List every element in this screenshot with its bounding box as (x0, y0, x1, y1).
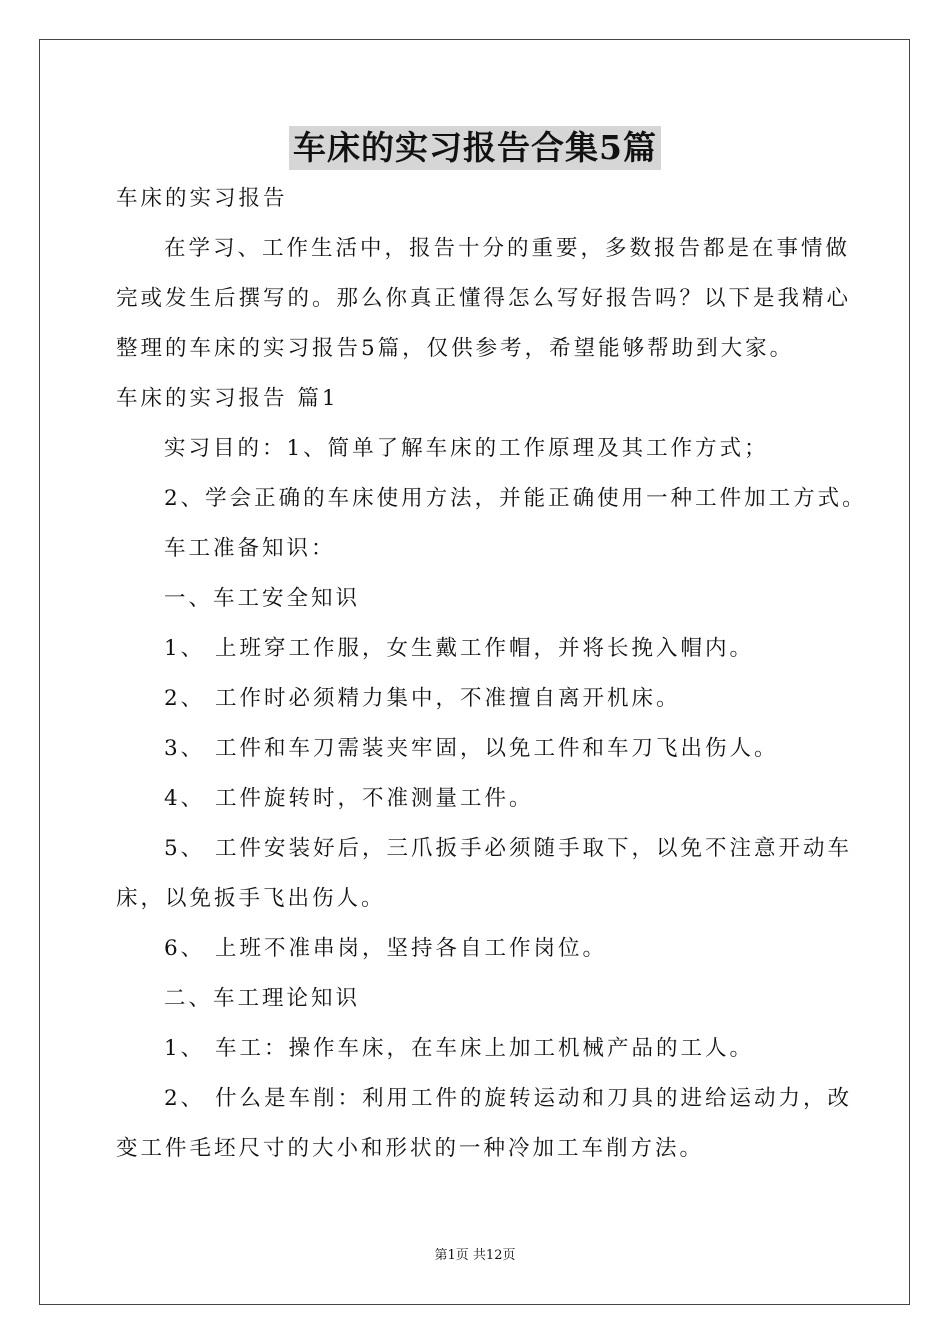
list-heading: 一、车工安全知识 (164, 586, 361, 611)
list-item: 2、 什么是车削：利用工件的旋转运动和刀具的进给运动力，改 (164, 1086, 853, 1111)
list-item-continuation: 床，以免扳手飞出伤人。 (116, 886, 386, 911)
list-item: 3、 工件和车刀需装夹牢固，以免工件和车刀飞出伤人。 (164, 736, 779, 761)
page-footer: 第1页 共12页 (434, 1248, 516, 1263)
paragraph-line: 在学习、工作生活中，报告十分的重要，多数报告都是在事情做 (164, 236, 851, 261)
list-item-continuation: 变工件毛坯尺寸的大小和形状的一种冷加工车削方法。 (116, 1136, 705, 1161)
paragraph-line: 完或发生后撰写的。那么你真正懂得怎么写好报告吗？以下是我精心 (116, 286, 852, 311)
list-item: 5、 工件安装好后，三爪扳手必须随手取下，以免不注意开动车 (164, 836, 853, 861)
list-item: 6、 上班不准串岗，坚持各自工作岗位。 (164, 936, 608, 961)
section-heading: 车床的实习报告 篇1 (116, 386, 339, 411)
paragraph-line: 整理的车床的实习报告5篇，仅供参考，希望能够帮助到大家。 (116, 336, 795, 361)
page-border (39, 39, 910, 1305)
list-heading: 二、车工理论知识 (164, 986, 361, 1011)
list-item: 4、 工件旋转时，不准测量工件。 (164, 786, 534, 811)
list-item: 2、 工作时必须精力集中，不准擅自离开机床。 (164, 686, 681, 711)
list-item: 1、 上班穿工作服，女生戴工作帽，并将长挽入帽内。 (164, 636, 755, 661)
document-title-wrapper (0, 126, 950, 176)
document-title: 车床的实习报告合集5篇 (289, 126, 661, 170)
subtitle-line: 车床的实习报告 (116, 186, 288, 211)
paragraph-line: 车工准备知识： (164, 536, 336, 561)
list-item: 1、 车工：操作车床，在车床上加工机械产品的工人。 (164, 1036, 755, 1061)
paragraph-line: 2、学会正确的车床使用方法，并能正确使用一种工件加工方式。 (164, 486, 867, 511)
paragraph-line: 实习目的：1、简单了解车床的工作原理及其工作方式； (164, 436, 769, 461)
